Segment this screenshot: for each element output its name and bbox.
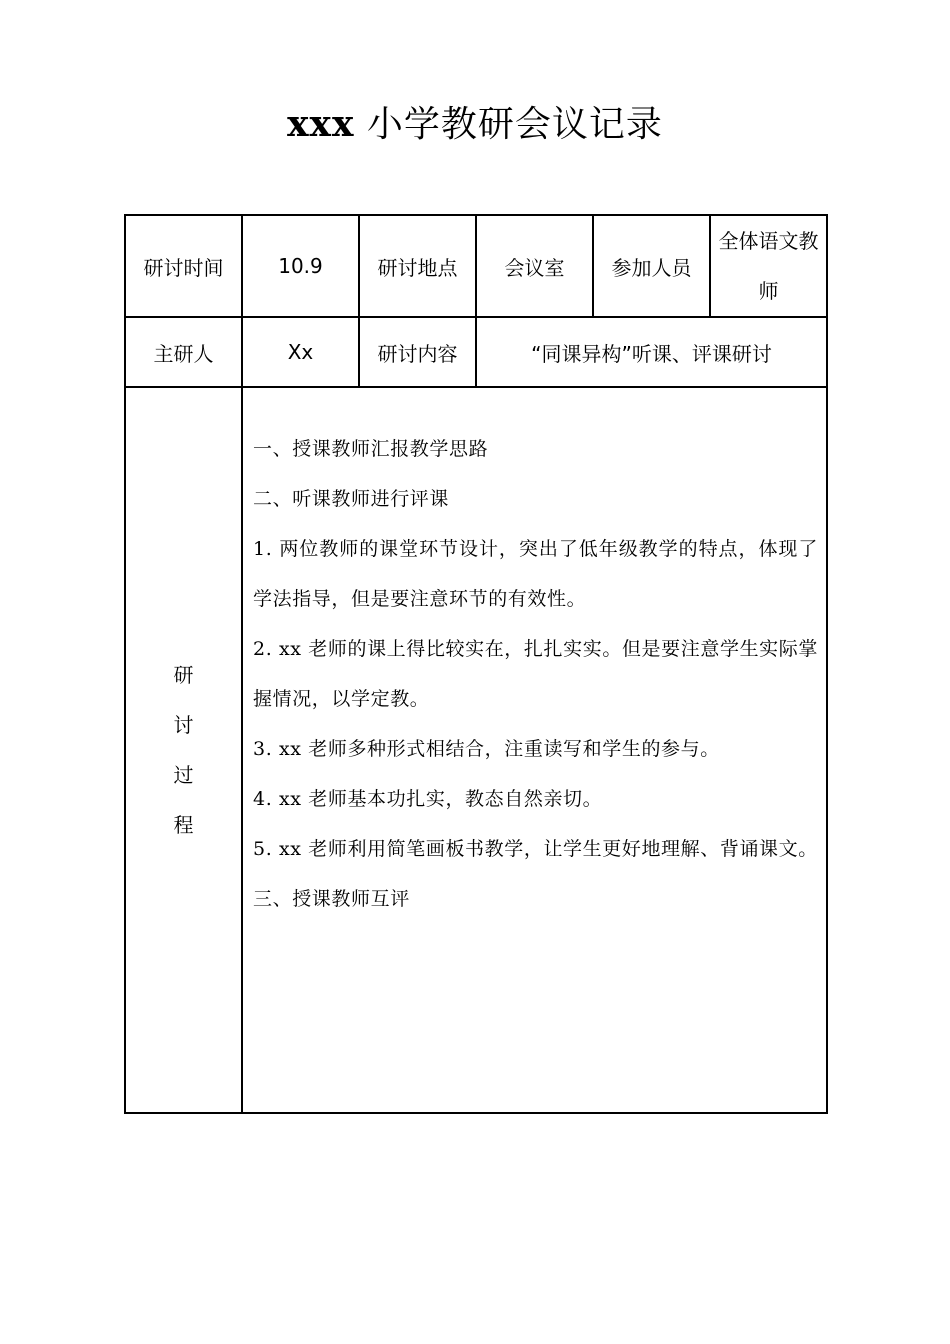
process-label-char: 讨: [173, 713, 194, 737]
host-label: 主研人: [125, 317, 242, 387]
process-label-cell: [125, 387, 242, 1113]
attendees-label: 参加人员: [593, 215, 710, 317]
table-row: [125, 317, 827, 387]
process-paragraph: 3. xx 老师多种形式相结合，注重读写和学生的参与。: [253, 738, 720, 760]
attendees-value: 全体语文教师: [718, 229, 819, 303]
process-paragraph: 5. xx 老师利用简笔画板书教学，让学生更好地理解、背诵课文。: [253, 838, 818, 860]
time-label: 研讨时间: [125, 215, 242, 317]
content-label: 研讨内容: [359, 317, 476, 387]
process-content-cell: [242, 387, 827, 1113]
page-title: [0, 96, 950, 153]
process-label-char: 研: [173, 663, 194, 687]
table-row: [125, 215, 827, 317]
location-label: 研讨地点: [359, 215, 476, 317]
title-main: 小学教研会议记录: [366, 104, 663, 145]
process-label-char: 过: [173, 763, 194, 787]
title-prefix: xxx: [287, 103, 355, 145]
process-label: [169, 650, 199, 850]
process-content: [243, 388, 826, 924]
process-paragraph: 2. xx 老师的课上得比较实在，扎扎实实。但是要注意学生实际掌握情况，以学定教。: [253, 638, 818, 710]
process-label-char: 程: [173, 813, 194, 837]
process-paragraph: 三、授课教师互评: [253, 888, 410, 910]
process-paragraph: 二、听课教师进行评课: [253, 488, 450, 510]
meeting-record-table: [124, 214, 828, 1114]
table-row: [125, 387, 827, 1113]
process-paragraph: 1. 两位教师的课堂环节设计，突出了低年级教学的特点，体现了学法指导，但是要注意环节的有效性。: [253, 538, 818, 610]
process-paragraph: 一、授课教师汇报教学思路: [253, 438, 489, 460]
content-value: “同课异构”听课、评课研讨: [476, 317, 827, 387]
time-value: 10.9: [242, 215, 359, 317]
attendees-cell: [710, 215, 827, 317]
location-value: 会议室: [476, 215, 593, 317]
process-paragraph: 4. xx 老师基本功扎实，教态自然亲切。: [253, 788, 603, 810]
host-value: Xx: [242, 317, 359, 387]
